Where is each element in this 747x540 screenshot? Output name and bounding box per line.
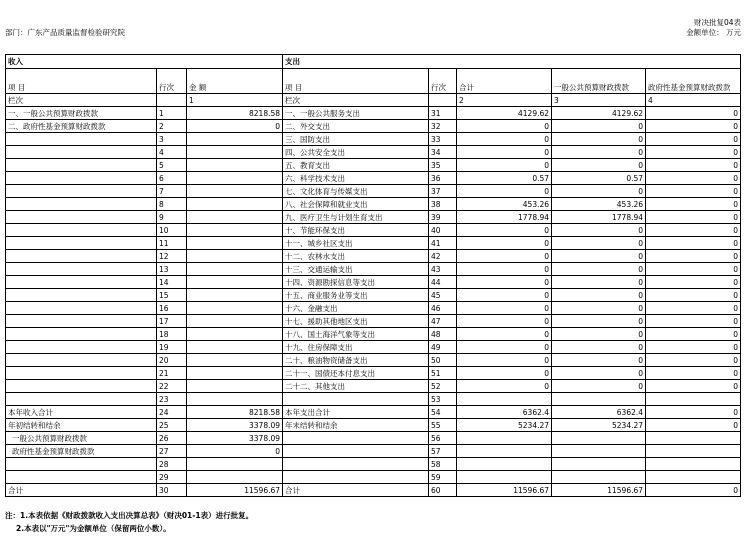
income-amount-cell	[187, 276, 283, 289]
income-amount-cell	[187, 380, 283, 393]
income-amount-cell: 11596.67	[187, 484, 283, 497]
income-item-cell	[6, 185, 157, 198]
expense-item-cell: 合计	[283, 484, 429, 497]
expense-line-cell: 60	[429, 484, 457, 497]
expense-fund-budget-cell: 0	[646, 380, 741, 393]
expense-general-budget-cell: 0	[552, 328, 646, 341]
income-item-cell: 本年收入合计	[6, 406, 157, 419]
income-line-cell: 17	[157, 315, 187, 328]
expense-item-cell: 十八、国土海洋气象等支出	[283, 328, 429, 341]
index-col-2: 2	[457, 94, 552, 107]
expense-general-budget-cell: 0	[552, 341, 646, 354]
expense-general-budget-cell	[552, 432, 646, 445]
expense-general-budget-cell: 0	[552, 224, 646, 237]
table-row	[6, 328, 741, 341]
total-header: 合计	[457, 69, 552, 94]
expense-line-cell: 36	[429, 172, 457, 185]
income-amount-cell	[187, 250, 283, 263]
expense-total-cell: 0	[457, 276, 552, 289]
expense-general-budget-cell: 6362.4	[552, 406, 646, 419]
income-line-cell: 7	[157, 185, 187, 198]
expense-general-budget-cell: 0	[552, 354, 646, 367]
income-item-cell	[6, 302, 157, 315]
income-line-cell: 23	[157, 393, 187, 406]
expense-fund-budget-cell: 0	[646, 146, 741, 159]
expense-line-cell: 44	[429, 276, 457, 289]
expense-total-cell	[457, 432, 552, 445]
expense-general-budget-cell: 0	[552, 315, 646, 328]
income-amount-cell	[187, 159, 283, 172]
income-line-cell: 11	[157, 237, 187, 250]
table-row	[6, 172, 741, 185]
table-row	[6, 445, 741, 458]
income-item-cell	[6, 380, 157, 393]
expense-fund-budget-cell: 0	[646, 341, 741, 354]
income-line-cell: 2	[157, 120, 187, 133]
income-amount-cell	[187, 471, 283, 484]
expense-fund-budget-cell: 0	[646, 250, 741, 263]
expense-fund-budget-cell: 0	[646, 419, 741, 432]
income-item-cell	[6, 354, 157, 367]
income-section-title: 收入	[6, 55, 283, 69]
income-item-cell: 一般公共预算财政拨款	[6, 432, 157, 445]
expense-general-budget-cell: 0	[552, 367, 646, 380]
table-row	[6, 133, 741, 146]
income-amount-cell	[187, 263, 283, 276]
expense-item-cell: 年末结转和结余	[283, 419, 429, 432]
table-row	[6, 380, 741, 393]
expense-fund-budget-cell: 0	[646, 198, 741, 211]
expense-line-cell: 31	[429, 107, 457, 120]
expense-fund-budget-cell: 0	[646, 315, 741, 328]
expense-fund-budget-cell: 0	[646, 159, 741, 172]
table-row	[6, 250, 741, 263]
expense-total-cell: 0	[457, 250, 552, 263]
expense-general-budget-cell: 453.26	[552, 198, 646, 211]
income-item-cell	[6, 211, 157, 224]
income-amount-cell	[187, 185, 283, 198]
income-amount-cell	[187, 393, 283, 406]
index-row	[6, 94, 741, 107]
expense-general-budget-cell: 0	[552, 289, 646, 302]
income-line-cell: 6	[157, 172, 187, 185]
expense-total-cell: 0	[457, 341, 552, 354]
table-row	[6, 315, 741, 328]
expense-line-cell: 51	[429, 367, 457, 380]
income-amount-cell: 8218.58	[187, 406, 283, 419]
expense-line-cell: 40	[429, 224, 457, 237]
expense-fund-budget-cell: 0	[646, 263, 741, 276]
expense-total-cell: 6362.4	[457, 406, 552, 419]
expense-item-cell: 二十、粮油物资储备支出	[283, 354, 429, 367]
index-col-4: 4	[646, 94, 741, 107]
expense-line-cell: 46	[429, 302, 457, 315]
income-item-cell	[6, 315, 157, 328]
table-row	[6, 159, 741, 172]
income-line-cell: 18	[157, 328, 187, 341]
expense-fund-budget-cell: 0	[646, 328, 741, 341]
expense-line-cell: 32	[429, 120, 457, 133]
table-row	[6, 341, 741, 354]
table-row	[6, 471, 741, 484]
expense-general-budget-cell: 0	[552, 263, 646, 276]
income-amount-cell	[187, 211, 283, 224]
income-item-cell: 政府性基金预算财政拨款	[6, 445, 157, 458]
expense-fund-budget-cell	[646, 458, 741, 471]
expense-item-cell	[283, 445, 429, 458]
expense-total-cell: 1778.94	[457, 211, 552, 224]
expense-item-cell	[283, 393, 429, 406]
expense-item-cell: 五、教育支出	[283, 159, 429, 172]
expense-item-cell: 七、文化体育与传媒支出	[283, 185, 429, 198]
expense-line-cell: 43	[429, 263, 457, 276]
income-line-cell: 8	[157, 198, 187, 211]
table-row	[6, 289, 741, 302]
expense-item-cell: 十七、援助其他地区支出	[283, 315, 429, 328]
expense-item-cell: 十六、金融支出	[283, 302, 429, 315]
income-item-cell: 合计	[6, 484, 157, 497]
expense-total-cell: 0.57	[457, 172, 552, 185]
expense-item-cell	[283, 432, 429, 445]
income-item-cell	[6, 237, 157, 250]
expense-total-cell: 0	[457, 224, 552, 237]
income-item-cell	[6, 146, 157, 159]
table-row	[6, 432, 741, 445]
expense-general-budget-cell: 0	[552, 250, 646, 263]
income-line-cell: 14	[157, 276, 187, 289]
expense-fund-budget-cell: 0	[646, 172, 741, 185]
expense-general-budget-cell: 0.57	[552, 172, 646, 185]
income-line-cell: 25	[157, 419, 187, 432]
income-line-cell: 26	[157, 432, 187, 445]
index-col-3: 3	[552, 94, 646, 107]
expense-line-cell: 53	[429, 393, 457, 406]
expense-general-budget-cell: 0	[552, 159, 646, 172]
expense-total-cell	[457, 393, 552, 406]
expense-total-cell: 5234.27	[457, 419, 552, 432]
income-item-cell	[6, 367, 157, 380]
expense-item-cell: 三、国防支出	[283, 133, 429, 146]
expense-general-budget-cell: 0	[552, 237, 646, 250]
table-row	[6, 198, 741, 211]
expense-total-cell: 0	[457, 237, 552, 250]
income-amount-cell: 0	[187, 445, 283, 458]
expense-general-budget-cell: 0	[552, 185, 646, 198]
expense-item-cell: 十九、住房保障支出	[283, 341, 429, 354]
expense-general-budget-cell: 0	[552, 120, 646, 133]
expense-general-budget-cell: 4129.62	[552, 107, 646, 120]
expense-total-cell: 0	[457, 367, 552, 380]
income-item-cell	[6, 289, 157, 302]
income-line-cell: 10	[157, 224, 187, 237]
income-amount-cell	[187, 302, 283, 315]
expense-total-cell	[457, 445, 552, 458]
expense-line-header: 行次	[429, 69, 457, 94]
income-amount-cell	[187, 354, 283, 367]
expense-item-cell	[283, 471, 429, 484]
expense-total-cell: 0	[457, 263, 552, 276]
income-line-cell: 22	[157, 380, 187, 393]
income-line-cell: 21	[157, 367, 187, 380]
expense-line-cell: 45	[429, 289, 457, 302]
expense-fund-budget-cell: 0	[646, 276, 741, 289]
table-row	[6, 406, 741, 419]
expense-line-cell: 56	[429, 432, 457, 445]
expense-item-cell: 二、外交支出	[283, 120, 429, 133]
table-row	[6, 146, 741, 159]
income-amount-cell	[187, 172, 283, 185]
income-amount-cell	[187, 367, 283, 380]
index-label-income: 栏次	[6, 94, 157, 107]
table-row	[6, 107, 741, 120]
table-row	[6, 120, 741, 133]
expense-general-budget-cell: 0	[552, 380, 646, 393]
income-item-cell	[6, 250, 157, 263]
expense-total-cell: 0	[457, 328, 552, 341]
table-row	[6, 211, 741, 224]
expense-line-cell: 37	[429, 185, 457, 198]
income-amount-cell	[187, 328, 283, 341]
expense-fund-budget-cell	[646, 393, 741, 406]
table-row	[6, 354, 741, 367]
income-item-cell	[6, 133, 157, 146]
expense-line-cell: 57	[429, 445, 457, 458]
expense-item-cell: 一、一般公共服务支出	[283, 107, 429, 120]
expense-line-cell: 49	[429, 341, 457, 354]
expense-item-cell: 十二、农林水支出	[283, 250, 429, 263]
expense-fund-budget-cell: 0	[646, 289, 741, 302]
expense-item-cell: 十三、交通运输支出	[283, 263, 429, 276]
expense-total-cell: 0	[457, 380, 552, 393]
income-line-cell: 15	[157, 289, 187, 302]
amount-unit-label: 金额单位： 万元	[686, 28, 741, 37]
expense-total-cell: 0	[457, 302, 552, 315]
table-row	[6, 276, 741, 289]
table-row	[6, 302, 741, 315]
income-amount-cell	[187, 198, 283, 211]
table-row	[6, 458, 741, 471]
expense-item-cell: 八、社会保障和就业支出	[283, 198, 429, 211]
table-row	[6, 263, 741, 276]
expense-total-cell: 0	[457, 354, 552, 367]
expense-total-cell: 0	[457, 133, 552, 146]
expense-fund-budget-cell	[646, 471, 741, 484]
expense-item-header: 项 目	[283, 69, 429, 94]
expense-fund-budget-cell: 0	[646, 133, 741, 146]
table-row	[6, 237, 741, 250]
income-item-cell	[6, 224, 157, 237]
income-amount-cell	[187, 315, 283, 328]
expense-total-cell: 0	[457, 315, 552, 328]
expense-fund-budget-cell	[646, 432, 741, 445]
expense-total-cell: 11596.67	[457, 484, 552, 497]
expense-line-cell: 39	[429, 211, 457, 224]
expense-item-cell: 十、节能环保支出	[283, 224, 429, 237]
income-line-cell: 12	[157, 250, 187, 263]
income-item-cell: 二、政府性基金预算财政拨款	[6, 120, 157, 133]
income-item-cell	[6, 393, 157, 406]
income-amount-cell: 8218.58	[187, 107, 283, 120]
expense-item-cell: 本年支出合计	[283, 406, 429, 419]
table-row	[6, 484, 741, 497]
fund-budget-header: 政府性基金预算财政拨款	[646, 69, 741, 94]
expense-line-cell: 48	[429, 328, 457, 341]
income-line-cell: 20	[157, 354, 187, 367]
expense-general-budget-cell: 0	[552, 146, 646, 159]
expense-fund-budget-cell: 0	[646, 185, 741, 198]
income-item-cell	[6, 458, 157, 471]
expense-line-cell: 35	[429, 159, 457, 172]
form-code: 财决批复04表	[693, 18, 741, 27]
expense-fund-budget-cell: 0	[646, 406, 741, 419]
income-amount-cell: 3378.09	[187, 419, 283, 432]
expense-total-cell: 0	[457, 146, 552, 159]
income-line-cell: 13	[157, 263, 187, 276]
expense-item-cell: 九、医疗卫生与计划生育支出	[283, 211, 429, 224]
income-line-cell: 19	[157, 341, 187, 354]
expense-line-cell: 54	[429, 406, 457, 419]
income-line-cell: 27	[157, 445, 187, 458]
income-item-cell: 年初结转和结余	[6, 419, 157, 432]
expense-line-cell: 34	[429, 146, 457, 159]
income-line-cell: 24	[157, 406, 187, 419]
expense-general-budget-cell: 5234.27	[552, 419, 646, 432]
income-amount-cell	[187, 146, 283, 159]
income-line-cell: 30	[157, 484, 187, 497]
expense-section-title: 支出	[283, 55, 741, 69]
table-row	[6, 393, 741, 406]
income-item-cell: 一、一般公共预算财政拨款	[6, 107, 157, 120]
footnote-1: 注：1.本表依据《财政拨款收入支出决算总表》（财决01-1表）进行批复。	[5, 511, 254, 520]
expense-item-cell: 二十二、其他支出	[283, 380, 429, 393]
expense-fund-budget-cell: 0	[646, 224, 741, 237]
expense-line-cell: 41	[429, 237, 457, 250]
income-line-cell: 9	[157, 211, 187, 224]
column-header-row	[6, 69, 741, 94]
income-amount-cell	[187, 224, 283, 237]
expense-general-budget-cell	[552, 458, 646, 471]
expense-total-cell: 4129.62	[457, 107, 552, 120]
expense-line-cell: 55	[429, 419, 457, 432]
expense-line-cell: 33	[429, 133, 457, 146]
expense-total-cell: 453.26	[457, 198, 552, 211]
table-row	[6, 185, 741, 198]
income-item-cell	[6, 263, 157, 276]
expense-line-cell: 47	[429, 315, 457, 328]
income-amount-cell	[187, 458, 283, 471]
expense-total-cell: 0	[457, 185, 552, 198]
expense-total-cell: 0	[457, 289, 552, 302]
expense-total-cell: 0	[457, 159, 552, 172]
income-line-cell: 5	[157, 159, 187, 172]
expense-fund-budget-cell: 0	[646, 367, 741, 380]
income-amount-cell	[187, 289, 283, 302]
income-item-cell	[6, 471, 157, 484]
general-budget-header: 一般公共预算财政拨款	[552, 69, 646, 94]
income-line-cell: 16	[157, 302, 187, 315]
fiscal-appropriation-table	[5, 54, 741, 497]
income-line-cell: 3	[157, 133, 187, 146]
income-line-cell: 28	[157, 458, 187, 471]
table-row	[6, 367, 741, 380]
expense-fund-budget-cell: 0	[646, 120, 741, 133]
expense-item-cell: 十五、商业服务业等支出	[283, 289, 429, 302]
expense-line-cell: 59	[429, 471, 457, 484]
expense-fund-budget-cell: 0	[646, 354, 741, 367]
expense-general-budget-cell	[552, 445, 646, 458]
income-line-header: 行次	[157, 69, 187, 94]
income-item-cell	[6, 172, 157, 185]
expense-fund-budget-cell: 0	[646, 107, 741, 120]
expense-line-cell: 50	[429, 354, 457, 367]
income-line-cell: 4	[157, 146, 187, 159]
income-item-cell	[6, 328, 157, 341]
income-amount-cell	[187, 133, 283, 146]
expense-fund-budget-cell	[646, 445, 741, 458]
expense-total-cell	[457, 458, 552, 471]
expense-general-budget-cell: 0	[552, 302, 646, 315]
table-row	[6, 224, 741, 237]
expense-general-budget-cell: 11596.67	[552, 484, 646, 497]
income-amount-cell: 0	[187, 120, 283, 133]
expense-general-budget-cell: 0	[552, 276, 646, 289]
index-label-expense: 栏次	[283, 94, 429, 107]
footnote-2: 2.本表以"万元"为金额单位（保留两位小数）。	[16, 524, 171, 533]
expense-item-cell: 四、公共安全支出	[283, 146, 429, 159]
expense-item-cell: 二十一、国债还本付息支出	[283, 367, 429, 380]
expense-item-cell: 六、科学技术支出	[283, 172, 429, 185]
department-label: 部门：广东产品质量监督检验研究院	[5, 28, 125, 37]
expense-line-cell: 38	[429, 198, 457, 211]
income-item-cell	[6, 341, 157, 354]
income-item-cell	[6, 159, 157, 172]
table-row	[6, 419, 741, 432]
expense-fund-budget-cell: 0	[646, 484, 741, 497]
expense-general-budget-cell: 1778.94	[552, 211, 646, 224]
income-line-cell: 29	[157, 471, 187, 484]
income-amount-cell: 3378.09	[187, 432, 283, 445]
income-amount-cell	[187, 341, 283, 354]
income-amount-header: 金 额	[187, 69, 283, 94]
expense-item-cell: 十一、城乡社区支出	[283, 237, 429, 250]
income-item-header: 项 目	[6, 69, 157, 94]
expense-fund-budget-cell: 0	[646, 211, 741, 224]
income-amount-cell	[187, 237, 283, 250]
expense-item-cell	[283, 458, 429, 471]
expense-total-cell	[457, 471, 552, 484]
income-item-cell	[6, 276, 157, 289]
expense-line-cell: 58	[429, 458, 457, 471]
expense-item-cell: 十四、资源勘探信息等支出	[283, 276, 429, 289]
income-line-cell: 1	[157, 107, 187, 120]
expense-general-budget-cell	[552, 471, 646, 484]
expense-general-budget-cell: 0	[552, 133, 646, 146]
expense-fund-budget-cell: 0	[646, 302, 741, 315]
expense-general-budget-cell	[552, 393, 646, 406]
index-col-1: 1	[187, 94, 283, 107]
income-item-cell	[6, 198, 157, 211]
section-header-row	[6, 55, 741, 69]
expense-total-cell: 0	[457, 120, 552, 133]
expense-line-cell: 52	[429, 380, 457, 393]
expense-fund-budget-cell: 0	[646, 237, 741, 250]
expense-line-cell: 42	[429, 250, 457, 263]
